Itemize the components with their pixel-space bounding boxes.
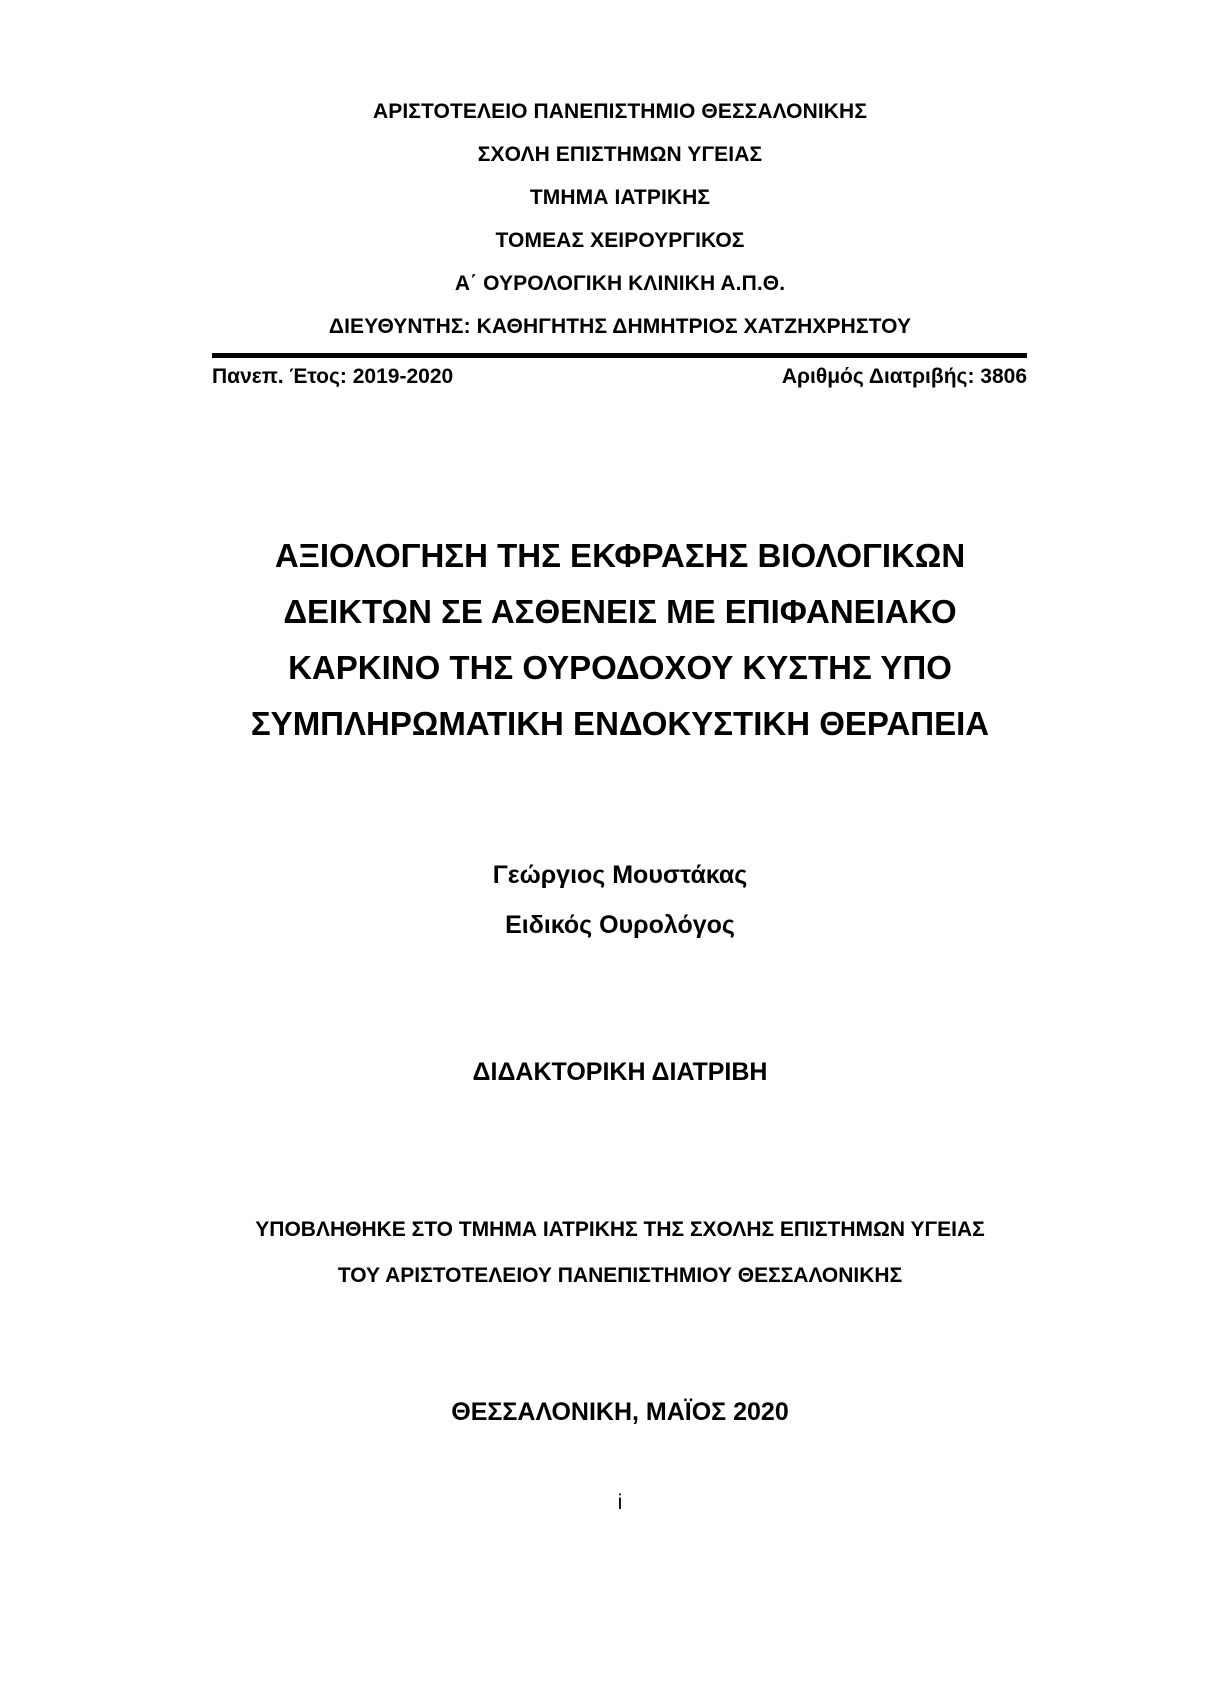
title-line: ΚΑΡΚΙΝΟ ΤΗΣ ΟΥΡΟΔΟΧΟΥ ΚΥΣΤΗΣ ΥΠΟ bbox=[288, 649, 952, 686]
director-line: ΔΙΕΥΘΥΝΤΗΣ: ΚΑΘΗΓΗΤΗΣ ΔΗΜΗΤΡΙΟΣ ΧΑΤΖΗΧΡΗΣΤΟΥ bbox=[328, 315, 912, 338]
place-date: ΘΕΣΣΑΛΟΝΙΚΗ, ΜΑΪΟΣ 2020 bbox=[451, 1398, 789, 1426]
submission-line: ΤΟΥ ΑΡΙΣΤΟΤΕΛΕΙΟΥ ΠΑΝΕΠΙΣΤΗΜΙΟΥ ΘΕΣΣΑΛΟΝΙΚΗΣ bbox=[337, 1264, 903, 1287]
thesis-title bbox=[0, 528, 1205, 752]
school-name: ΣΧΟΛΗ ΕΠΙΣΤΗΜΩΝ ΥΓΕΙΑΣ bbox=[477, 143, 763, 166]
academic-year: Πανεπ. Έτος: 2019-2020 bbox=[212, 365, 454, 388]
thesis-number: Αριθμός Διατριβής: 3806 bbox=[781, 365, 1027, 388]
thesis-type: ΔΙΔΑΚΤΟΡΙΚΗ ΔΙΑΤΡΙΒΗ bbox=[472, 1058, 768, 1086]
header-divider bbox=[212, 353, 1027, 358]
clinic-name: Α΄ ΟΥΡΟΛΟΓΙΚΗ ΚΛΙΝΙΚΗ Α.Π.Θ. bbox=[454, 272, 786, 295]
department-name: ΤΜΗΜΑ ΙΑΤΡΙΚΗΣ bbox=[529, 186, 711, 209]
author-name: Γεώργιος Μουστάκας bbox=[492, 861, 748, 889]
submission-statement bbox=[0, 1207, 1205, 1299]
submission-line: ΥΠΟΒΛΗΘΗΚΕ ΣΤΟ ΤΜΗΜΑ ΙΑΤΡΙΚΗΣ ΤΗΣ ΣΧΟΛΗΣ ΕΠΙΣΤΗΜΩΝ ΥΓΕΙΑΣ bbox=[255, 1218, 985, 1241]
meta-row bbox=[212, 362, 1027, 392]
author-specialty: Ειδικός Ουρολόγος bbox=[505, 911, 735, 939]
title-line: ΑΞΙΟΛΟΓΗΣΗ ΤΗΣ ΕΚΦΡΑΣΗΣ ΒΙΟΛΟΓΙΚΩΝ bbox=[274, 537, 966, 574]
university-name: ΑΡΙΣΤΟΤΕΛΕΙΟ ΠΑΝΕΠΙΣΤΗΜΙΟ ΘΕΣΣΑΛΟΝΙΚΗΣ bbox=[372, 100, 868, 123]
institution-header bbox=[0, 90, 1205, 348]
page-number: i bbox=[617, 1491, 623, 1514]
title-line: ΔΕΙΚΤΩΝ ΣΕ ΑΣΘΕΝΕΙΣ ΜΕ ΕΠΙΦΑΝΕΙΑΚΟ bbox=[283, 593, 957, 630]
title-line: ΣΥΜΠΛΗΡΩΜΑΤΙΚΗ ΕΝΔΟΚΥΣΤΙΚΗ ΘΕΡΑΠΕΙΑ bbox=[250, 705, 990, 742]
author-block bbox=[0, 850, 1205, 950]
sector-name: ΤΟΜΕΑΣ ΧΕΙΡΟΥΡΓΙΚΟΣ bbox=[495, 229, 745, 252]
